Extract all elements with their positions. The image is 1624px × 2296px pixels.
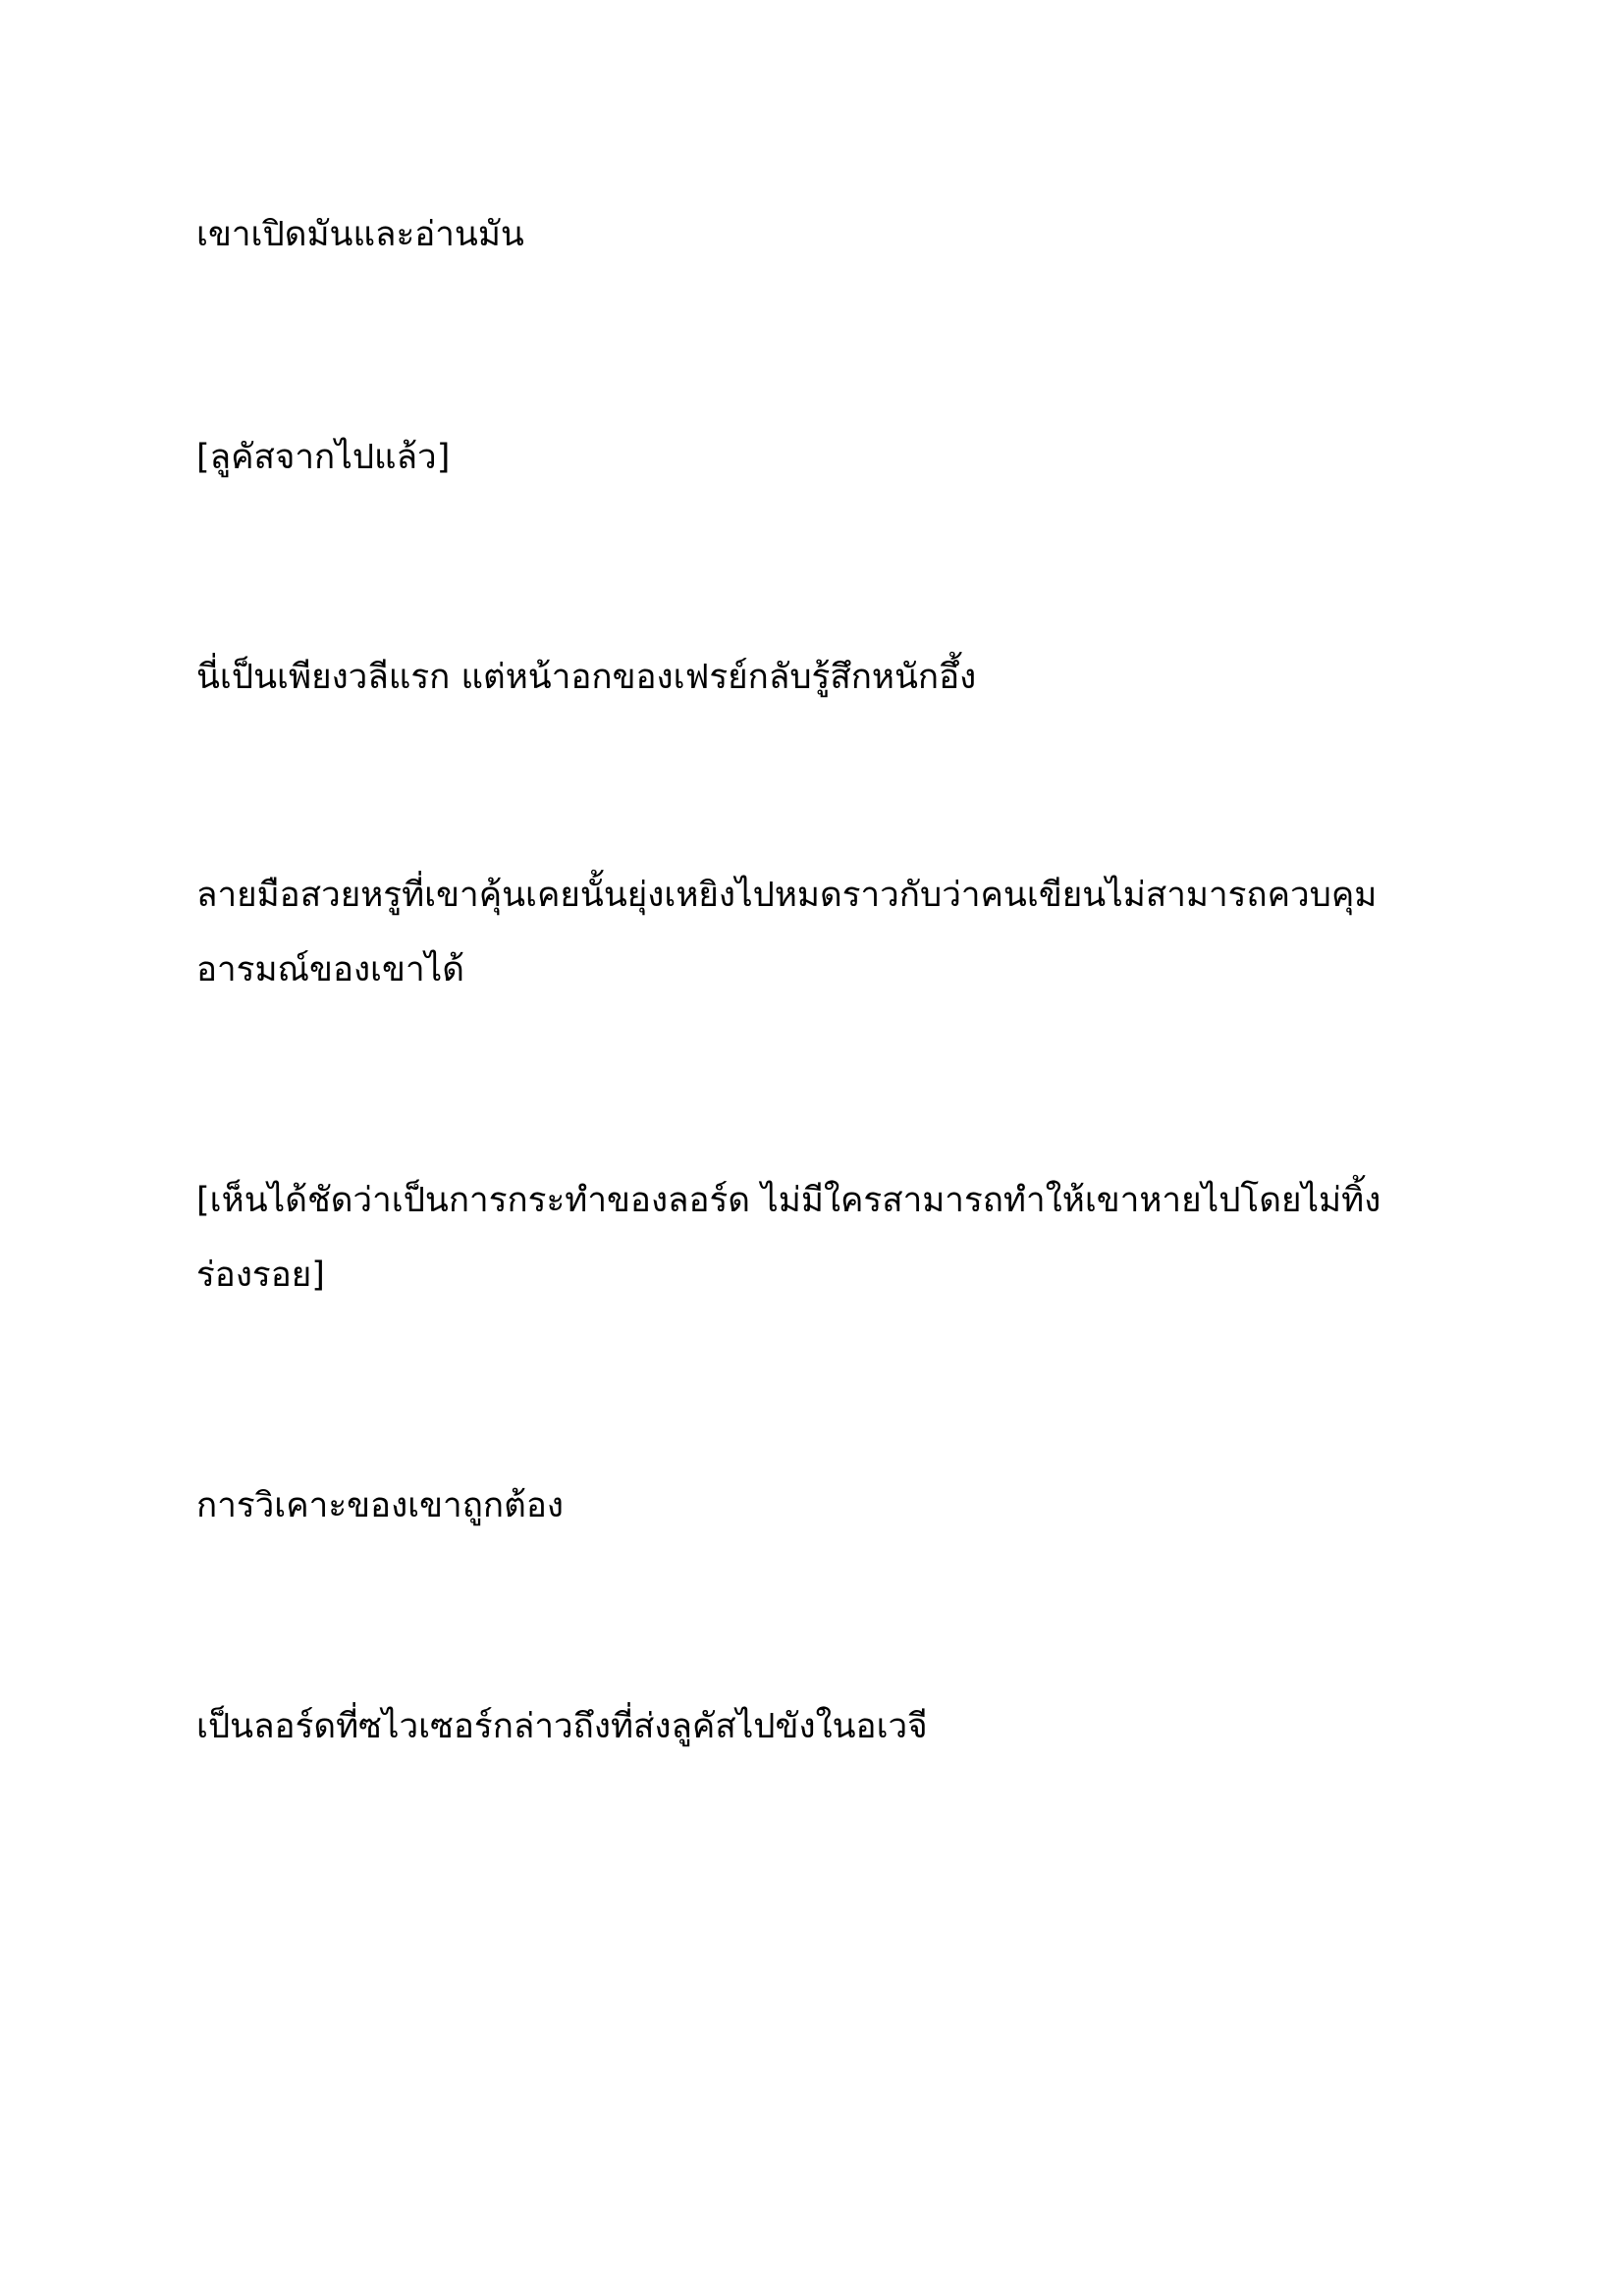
paragraph-3: นี่เป็นเพียงวลีแรก แต่หน้าอกของเฟรย์กลับรู้สึกหนักอึ้ง bbox=[196, 658, 977, 697]
paragraph-4-line-2: อารมณ์ของเขาได้ bbox=[196, 950, 464, 989]
paragraph-5-line-2: ร่องรอย] bbox=[196, 1255, 325, 1295]
paragraph-4-line-1: ลายมือสวยหรูที่เขาคุ้นเคยนั้นยุ่งเหยิงไปหมดราวกับว่าคนเขียนไม่สามารถควบคุม bbox=[196, 876, 1378, 915]
paragraph-7: เป็นลอร์ดที่ซไวเซอร์กล่าวถึงที่ส่งลูคัสไปขังในอเวจี bbox=[196, 1707, 928, 1746]
paragraph-1: เขาเปิดมันและอ่านมัน bbox=[196, 215, 524, 254]
paragraph-5 bbox=[196, 1163, 1434, 1312]
paragraph-6: การวิเคาะของเขาถูกต้อง bbox=[196, 1486, 564, 1525]
paragraph-5-line-1: [เห็นได้ชัดว่าเป็นการกระทำของลอร์ด ไม่มีใครสามารถทำให้เขาหายไปโดยไม่ทิ้ง bbox=[196, 1181, 1381, 1220]
paragraph-4 bbox=[196, 858, 1434, 1007]
paragraph-2: [ลูคัสจากไปแล้ว] bbox=[196, 438, 451, 477]
